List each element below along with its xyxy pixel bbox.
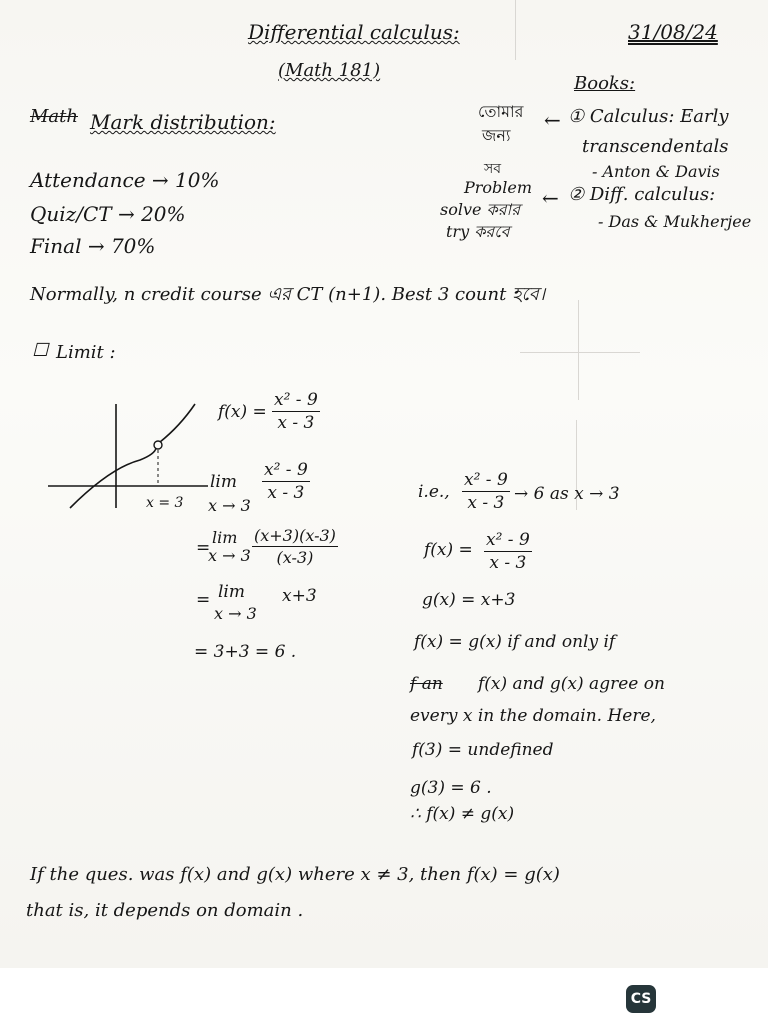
bengali-note: তোমার	[478, 102, 524, 121]
limit-heading: Limit :	[56, 342, 116, 363]
g3-value: g(3) = 6 .	[410, 778, 492, 798]
struck-word: Math	[30, 106, 78, 127]
bleed-line	[515, 0, 516, 60]
solve-note: solve করার	[440, 200, 520, 219]
iff-line: f(x) = g(x) if and only if	[414, 632, 616, 652]
ie-fraction	[462, 472, 510, 512]
try-note: try করবে	[446, 222, 510, 241]
curve	[160, 404, 195, 442]
numerator: x² - 9	[274, 390, 318, 410]
gx-definition: g(x) = x+3	[422, 590, 516, 610]
numerator: x² - 9	[464, 470, 508, 490]
domain-line: every x in the domain. Here,	[410, 706, 656, 726]
denominator: x - 3	[489, 553, 527, 573]
mark-distribution-heading: Mark distribution:	[90, 110, 276, 134]
fx-def-label: f(x) =	[424, 540, 473, 560]
denominator: x - 3	[267, 483, 305, 503]
denominator: x - 3	[277, 413, 315, 433]
book-1-authors: - Anton & Davis	[592, 162, 720, 181]
lim-label: lim	[212, 528, 238, 547]
lim-subscript: x → 3	[208, 546, 251, 565]
course-code: (Math 181)	[278, 60, 381, 81]
hole-point	[154, 441, 162, 449]
factored-fraction	[252, 528, 338, 566]
denominator: x - 3	[467, 493, 505, 513]
final-line: Final → 70%	[30, 234, 156, 258]
numerator: (x+3)(x-3)	[254, 526, 336, 545]
equals: =	[196, 538, 211, 558]
ct-note: Normally, n credit course এর CT (n+1). Best 3 count হবে।	[30, 284, 546, 305]
bleed-line	[578, 300, 579, 400]
function-graph	[40, 396, 210, 516]
fx-label: f(x) =	[218, 402, 267, 422]
f3-value: f(3) = undefined	[412, 740, 554, 760]
book-1-title: ① Calculus: Early	[568, 106, 729, 127]
bengali-note: জন্য	[482, 126, 511, 145]
checkbox-icon: ☐	[32, 340, 49, 361]
date: 31/08/24	[628, 20, 718, 44]
problem-note: Problem	[464, 178, 533, 197]
lim-fraction	[262, 462, 310, 502]
book-2-authors: - Das & Mukherjee	[598, 212, 752, 231]
numerator: x² - 9	[264, 460, 308, 480]
bottom-line-2: that is, it depends on domain .	[26, 900, 304, 921]
denominator: (x-3)	[276, 548, 314, 567]
book-2-title: ② Diff. calculus:	[568, 184, 716, 205]
book-1-subtitle: transcendentals	[582, 136, 729, 157]
fx-fraction	[272, 392, 320, 432]
page-title: Differential calculus:	[248, 20, 460, 44]
lim-subscript: x → 3	[214, 604, 257, 623]
graph-label: x = 3	[146, 495, 184, 511]
struck-text: f an	[410, 674, 443, 694]
arrow-left: ←	[544, 108, 561, 132]
limit-result: = 3+3 = 6 .	[194, 642, 297, 662]
attendance-line: Attendance → 10%	[30, 168, 220, 192]
lim-label: lim	[210, 472, 237, 492]
lim-label: lim	[218, 582, 245, 602]
conclusion: ∴ f(x) ≠ g(x)	[410, 804, 515, 824]
lim-subscript: x → 3	[208, 496, 251, 515]
curve	[70, 448, 156, 508]
agree-line: f(x) and g(x) agree on	[478, 674, 665, 694]
quiz-line: Quiz/CT → 20%	[30, 202, 186, 226]
bengali-note: সব	[484, 161, 502, 177]
bottom-line-1: If the ques. was f(x) and g(x) where x ≠ 3, then f(x) = g(x)	[30, 864, 560, 885]
camscanner-logo	[626, 985, 656, 1013]
numerator: x² - 9	[486, 530, 530, 550]
books-heading: Books:	[574, 73, 636, 94]
ie-label: i.e.,	[418, 482, 450, 502]
bleed-line	[520, 352, 640, 353]
equals: =	[196, 590, 211, 610]
logo-text: CS	[630, 991, 652, 1007]
arrow-left: ←	[542, 186, 559, 210]
fx-def-fraction	[484, 532, 532, 572]
ie-tail: → 6 as x → 3	[514, 484, 620, 504]
simplified-expression: x+3	[282, 586, 317, 606]
